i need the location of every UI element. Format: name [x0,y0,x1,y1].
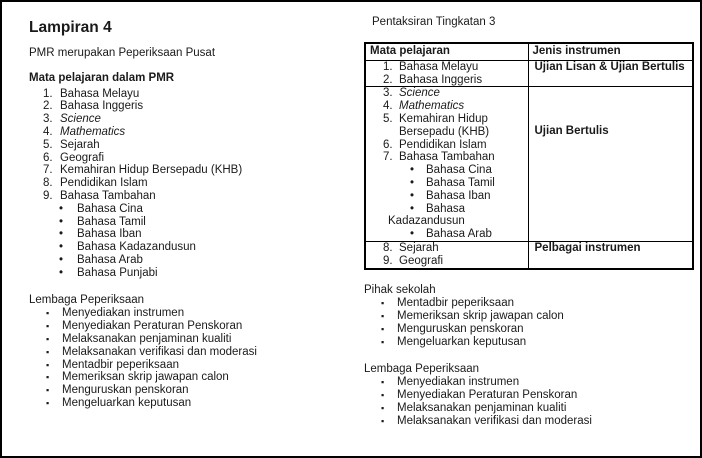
list-item-text: Menyediakan instrumen [62,307,185,320]
instrument-cell [528,87,693,242]
list-marker: • [410,176,415,189]
list-item-text: Melaksanakan penjaminan kualiti [397,401,567,414]
table-subject-line [366,100,528,113]
lembaga-item [364,389,695,402]
list-marker: ▪ [46,385,50,396]
list-item-text: Mengeluarkan keputusan [62,396,192,409]
page-title: Lampiran 4 [29,19,112,36]
left-lembaga-heading: Lembaga Peperiksaan [29,293,145,306]
list-item-text: Pendidikan Islam [60,177,148,190]
list-item-text: Science [399,87,440,100]
list-item-text: Geografi [399,254,444,267]
list-item-text: Kadazandusun [388,215,465,228]
pihak-heading: Pihak sekolah [364,283,436,296]
subjects-cell [365,87,528,242]
list-marker: ▪ [381,402,385,413]
table-subject-line [366,126,528,139]
list-marker: 2. [383,73,393,86]
list-marker: 9. [43,189,53,202]
list-item-text: Science [60,113,101,126]
subject-item [29,152,349,165]
pihak-item [364,323,695,336]
list-marker: • [410,189,415,202]
list-item-text: Bahasa Cina [77,202,143,215]
right-column [364,16,695,428]
language-item [29,241,349,254]
pmr-subject-list [29,88,349,280]
subjects-cell [365,241,528,268]
list-marker: ▪ [46,346,50,357]
list-marker: ▪ [381,323,385,334]
list-marker: ▪ [381,390,385,401]
list-marker: ▪ [46,397,50,408]
list-marker: 8. [43,177,53,190]
subject-item [29,113,349,126]
subject-item [29,190,349,203]
lembaga-item [29,307,349,320]
list-marker: ▪ [381,298,385,309]
list-marker: ▪ [381,311,385,322]
subject-item [29,88,349,101]
list-marker: • [59,253,64,266]
table-subject-line [366,177,528,190]
table-subject-line [366,74,528,87]
list-item-text: Bahasa Melayu [399,60,479,73]
list-item-text: Mengeluarkan keputusan [397,335,527,348]
list-item-text: Menyediakan instrumen [397,376,520,389]
pihak-item [364,297,695,310]
list-item-text: Mentadbir peperiksaan [62,358,179,371]
language-item [29,203,349,216]
list-marker: • [59,202,64,215]
column-header-subjects: Mata pelajaran [365,43,528,61]
list-item-text: Menguruskan penskoran [397,322,524,335]
pihak-item [364,310,695,323]
list-item-text: Sejarah [60,138,100,151]
list-marker: • [410,164,415,177]
language-item [29,254,349,267]
pihak-item [364,336,695,349]
list-marker: 4. [43,125,53,138]
table-subject-line [366,203,528,216]
left-column [29,15,349,410]
list-item-text: Mathematics [60,125,126,138]
list-item-text: Bahasa Tambahan [60,189,156,202]
language-item [29,267,349,280]
list-marker: 7. [383,151,393,164]
list-item-text: Menyediakan Peraturan Penskoran [62,320,243,333]
list-item-text: Pendidikan Islam [399,138,487,151]
list-marker: 3. [383,87,393,100]
list-marker: 3. [43,113,53,126]
table-subject-line [366,113,528,126]
table-subject-line [366,164,528,177]
list-marker: 6. [43,151,53,164]
list-marker: 9. [383,254,393,267]
list-item-text: Kemahiran Hidup Bersepadu (KHB) [60,164,243,177]
list-marker: 2. [43,100,53,113]
lembaga-item [29,384,349,397]
list-marker: ▪ [46,359,50,370]
table-subject-line [366,87,528,100]
intro-text: PMR merupakan Peperiksaan Pusat [29,47,216,59]
list-marker: • [59,266,64,279]
list-item-text: Mentadbir peperiksaan [397,297,514,310]
list-item-text: Memeriksan skrip jawapan calon [62,371,229,384]
column-header-instrument: Jenis instrumen [528,43,693,61]
left-lembaga-list [29,307,349,409]
list-item-text: Bersepadu (KHB) [399,125,490,138]
table-subject-line [366,255,528,268]
lembaga-item [29,371,349,384]
list-marker: ▪ [381,415,385,426]
list-marker: ▪ [46,333,50,344]
list-item-text: Bahasa Cina [426,164,492,177]
list-marker: • [59,228,64,241]
list-item-text: Geografi [60,151,105,164]
list-item-text: Bahasa Kadazandusun [77,241,196,254]
pihak-list [364,297,695,348]
instrument-label: Ujian Lisan & Ujian Bertulis [534,60,685,73]
list-marker: 1. [43,87,53,100]
list-item-text: Bahasa [426,202,466,215]
list-marker: 5. [43,138,53,151]
subject-item [29,100,349,113]
subjects-cell [365,60,528,87]
list-marker: 4. [383,100,393,113]
subject-item [29,177,349,190]
table-subject-line [366,228,528,241]
list-marker: ▪ [381,336,385,347]
lembaga-item [29,397,349,410]
list-marker: ▪ [381,377,385,388]
list-item-text: Bahasa Arab [426,228,492,241]
list-item-text: Bahasa Punjabi [77,266,158,279]
assessment-table [364,42,694,270]
lembaga-item [29,333,349,346]
list-item-text: Menguruskan penskoran [62,384,189,397]
table-subject-line [366,61,528,74]
language-item [29,228,349,241]
list-marker: 5. [383,112,393,125]
lembaga-item [364,376,695,389]
list-item-text: Bahasa Inggeris [60,100,144,113]
list-item-text: Bahasa Tambahan [399,151,495,164]
list-marker: 1. [383,60,393,73]
instrument-cell [528,241,693,268]
right-title: Pentaksiran Tingkatan 3 [372,16,496,28]
list-item-text: Memeriksan skrip jawapan calon [397,310,564,323]
list-item-text: Sejarah [399,241,439,254]
assessment-table-body [365,60,693,268]
lembaga-item [29,346,349,359]
list-marker: • [410,228,415,241]
list-item-text: Mathematics [399,100,465,113]
lembaga-item [364,415,695,428]
list-item-text: Kemahiran Hidup [399,112,488,125]
lembaga-item [364,402,695,415]
list-marker: • [59,241,64,254]
lembaga-item [29,320,349,333]
pmr-subjects-heading: Mata pelajaran dalam PMR [29,71,175,84]
list-item-text: Melaksanakan penjaminan kualiti [62,332,232,345]
instrument-label: Ujian Bertulis [534,125,609,138]
subject-item [29,139,349,152]
table-subject-line [366,151,528,164]
table-subject-line [366,242,528,255]
list-item-text: Bahasa Iban [77,228,142,241]
table-subject-line [366,190,528,203]
list-marker: ▪ [46,372,50,383]
list-marker: ▪ [46,321,50,332]
list-item-text: Bahasa Inggeris [399,73,483,86]
list-item-text: Bahasa Tamil [77,215,146,228]
list-marker: 7. [43,164,53,177]
list-marker: 6. [383,138,393,151]
right-lembaga-list [364,376,695,427]
subject-item [29,164,349,177]
table-row [365,241,693,268]
right-lembaga-heading: Lembaga Peperiksaan [364,362,480,375]
list-item-text: Bahasa Iban [426,189,491,202]
list-item-text: Bahasa Arab [77,253,143,266]
list-item-text: Melaksanakan verifikasi dan moderasi [62,345,257,358]
table-subject-line [366,139,528,152]
list-item-text: Bahasa Tamil [426,176,495,189]
list-item-text: Menyediakan Peraturan Penskoran [397,389,578,402]
instrument-label: Pelbagai instrumen [534,241,641,254]
list-item-text: Melaksanakan verifikasi dan moderasi [397,414,592,427]
list-marker: ▪ [46,308,50,319]
instrument-cell [528,60,693,87]
list-marker: 8. [383,241,393,254]
list-item-text: Bahasa Melayu [60,87,140,100]
subject-item [29,126,349,139]
language-item [29,216,349,229]
list-marker: • [410,202,415,215]
lembaga-item [29,359,349,372]
table-row [365,87,693,242]
table-subject-line [366,215,528,228]
table-header-row [365,43,693,61]
list-marker: • [59,215,64,228]
table-row [365,60,693,87]
